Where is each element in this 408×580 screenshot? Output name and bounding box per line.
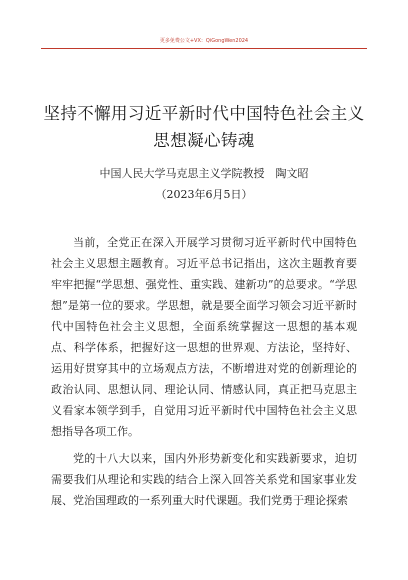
- header-divider: [41, 48, 367, 49]
- paragraph: 党的十八大以来，国内外形势新变化和实践新要求，迫切需要我们从理论和实践的结合上深入回答关系党和国家事业发展、党治国理政的一系列重大时代课题。我们党勇于理论探索: [51, 452, 357, 507]
- document-title: 坚持不懈用习近平新时代中国特色社会主义思想凝心铸魂: [43, 104, 365, 150]
- header-watermark-text: 更多免费公文+VX：QiGongWen2024: [159, 38, 249, 44]
- body-text: [51, 232, 357, 511]
- paragraph: 当前，全党正在深入开展学习贯彻习近平新时代中国特色社会主义思想主题教育。习近平总书记指出，这次主题教育要牢牢把握“学思想、强党性、重实践、建新功”的总要求。“学思想”是第一位的要求。学思想，就是要全面学习领会习近平新时代中国特色社会主义思想，全面系统掌握这一思想的基本观点、科学体系，把握好这一思想的世界观、方法论，坚持好、运用好贯穿其中的立场观点方法，不断增进对党的创新理论的政治认同、思想认同、理论认同、情感认同，真正把马克思主义看家本领学到手，自觉用习近平新时代中国特色社会主义思想指导各项工作。: [51, 236, 357, 438]
- author-line: 中国人民大学马克思主义学院教授 陶文昭: [99, 167, 309, 180]
- date-line: （2023年6月5日）: [155, 188, 253, 201]
